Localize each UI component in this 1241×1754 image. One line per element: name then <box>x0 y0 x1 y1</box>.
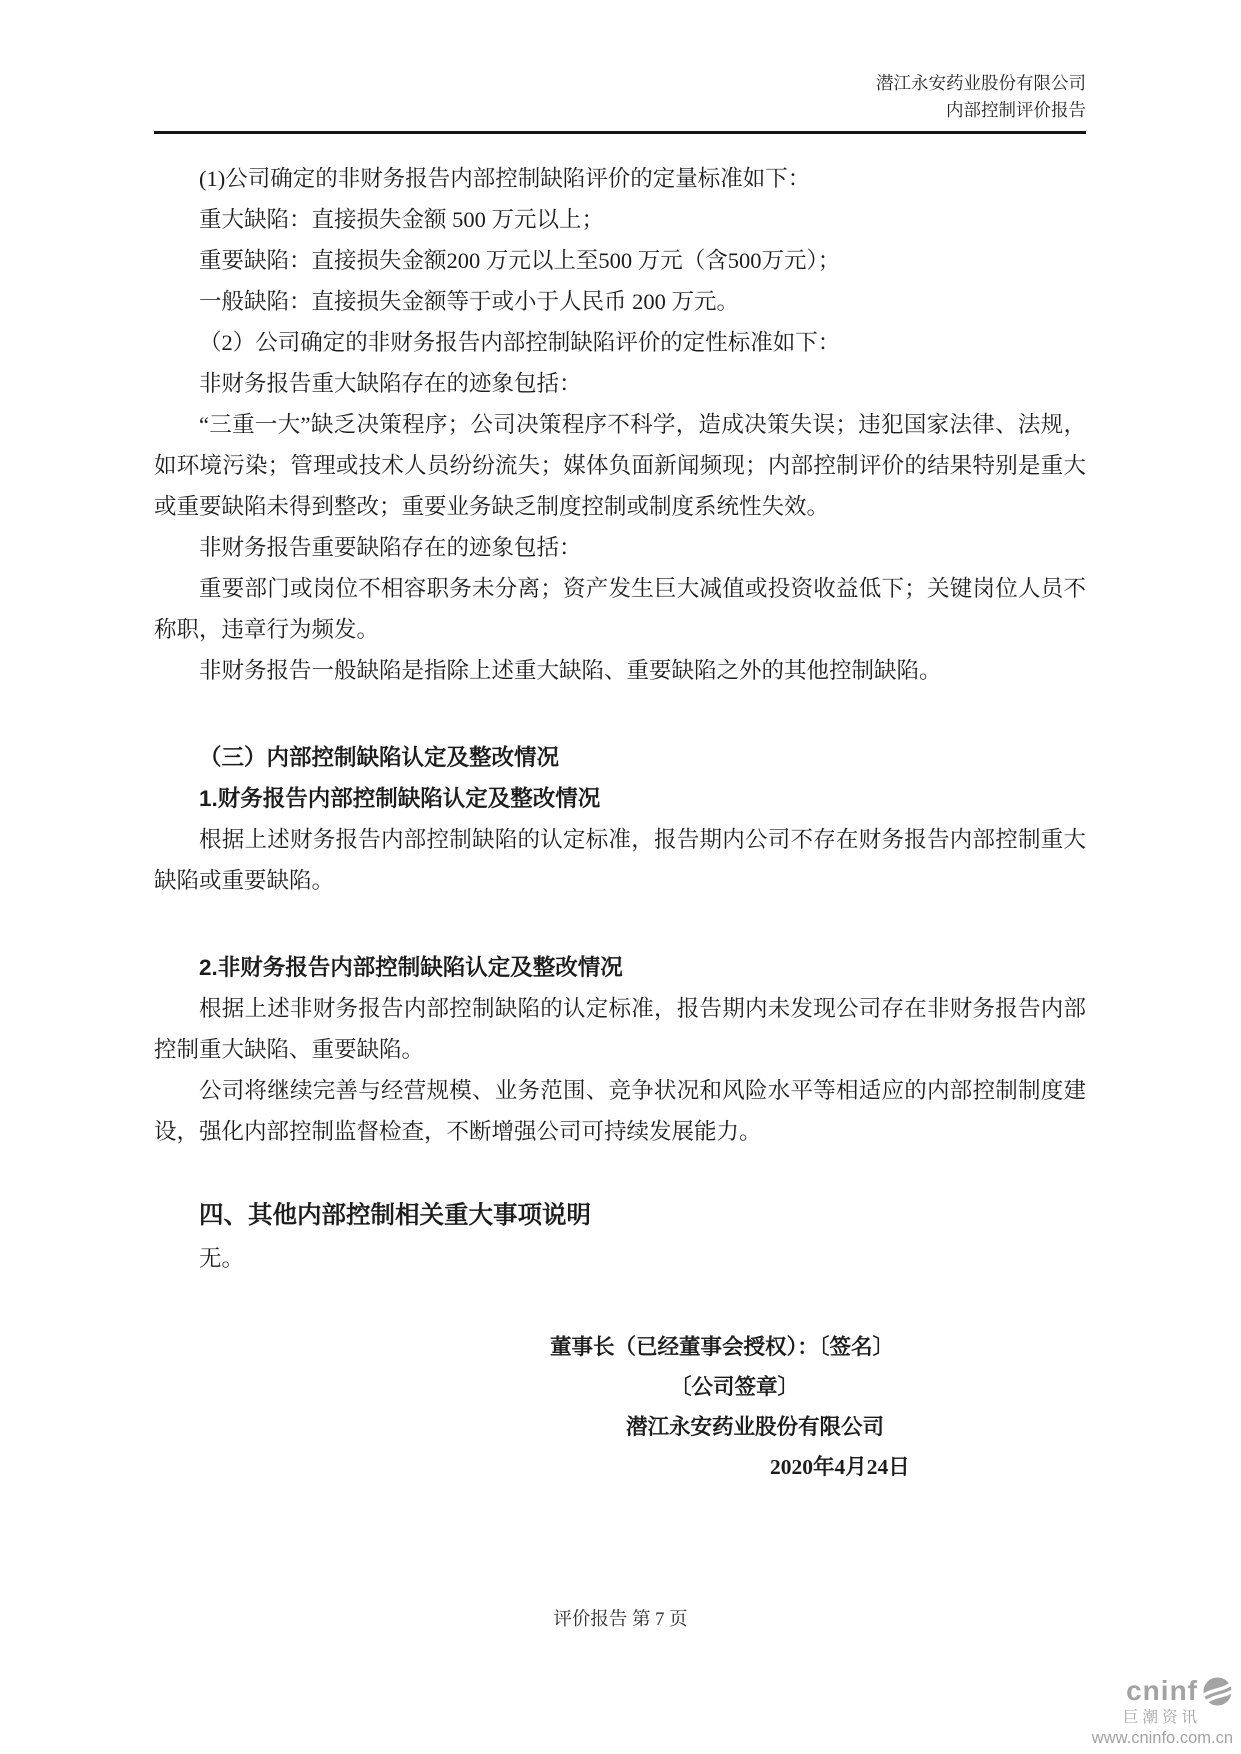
paragraph-major-signs: “三重一大”缺乏决策程序；公司决策程序不科学，造成决策失误；违犯国家法律、法规，如环境污染；管理或技术人员纷纷流失；媒体负面新闻频现；内部控制评价的结果特别是重大或重要缺陷未得到整改；重要业务缺乏制度控制或制度系统性失效。 <box>154 412 1086 519</box>
paragraph-important-signs-intro: 非财务报告重要缺陷存在的迹象包括： <box>199 535 582 560</box>
heading-nonfinancial-defects: 2.非财务报告内部控制缺陷认定及整改情况 <box>199 955 623 980</box>
signature-seal-line: 〔公司签章〕 <box>670 1375 800 1399</box>
page-header <box>0 0 1241 134</box>
signature-company-line: 潜江永安药业股份有限公司 <box>626 1415 885 1439</box>
paragraph-financial-conclusion: 根据上述财务报告内部控制缺陷的认定标准，报告期内公司不存在财务报告内部控制重大缺陷或重要缺陷。 <box>154 827 1086 893</box>
paragraph-general-definition: 非财务报告一般缺陷是指除上述重大缺陷、重要缺陷之外的其他控制缺陷。 <box>199 658 942 683</box>
signature-chairman-line: 董事长（已经董事会授权）：〔签名〕 <box>550 1335 895 1359</box>
paragraph-general-defect: 一般缺陷：直接损失金额等于或小于人民币 200 万元。 <box>199 289 740 314</box>
paragraph-important-defect: 重要缺陷：直接损失金额200 万元以上至500 万元（含500万元）； <box>199 248 841 273</box>
cninfo-chinese-name: 巨潮资讯 <box>1122 1709 1201 1726</box>
header-doc-title: 内部控制评价报告 <box>946 100 1086 120</box>
paragraph-quantitative-intro: (1)公司确定的非财务报告内部控制缺陷评价的定量标准如下： <box>199 166 811 191</box>
footer-page-label: 评价报告 第 7 页 <box>553 1610 688 1630</box>
heading-financial-defects: 1.财务报告内部控制缺陷认定及整改情况 <box>199 786 601 811</box>
paragraph-nonfinancial-conclusion: 根据上述非财务报告内部控制缺陷的认定标准，报告期内未发现公司存在非财务报告内部控制重大缺陷、重要缺陷。 <box>154 996 1086 1062</box>
cninfo-logo <box>1005 1676 1235 1747</box>
paragraph-major-signs-intro: 非财务报告重大缺陷存在的迹象包括： <box>199 371 582 396</box>
paragraph-improvement-plan: 公司将继续完善与经营规模、业务范围、竞争状况和风险水平等相适应的内部控制制度建设，强化内部控制监督检查，不断增强公司可持续发展能力。 <box>154 1078 1086 1144</box>
paragraph-qualitative-intro: （2）公司确定的非财务报告内部控制缺陷评价的定性标准如下： <box>199 330 841 355</box>
header-company-name: 潜江永安药业股份有限公司 <box>876 73 1086 93</box>
heading-section-3: （三）内部控制缺陷认定及整改情况 <box>199 745 560 770</box>
heading-section-4: 四、其他内部控制相关重大事项说明 <box>199 1202 591 1229</box>
cninfo-swirl-icon <box>1202 1676 1233 1707</box>
document-body <box>0 134 1241 1487</box>
cninfo-url: www.cninfo.com.cn <box>1091 1729 1233 1748</box>
signature-date-line: 2020年4月24日 <box>770 1455 910 1479</box>
paragraph-none: 无。 <box>199 1246 245 1271</box>
cninfo-brand-text: cninf <box>1126 1675 1198 1707</box>
signature-block <box>154 1327 1086 1487</box>
paragraph-major-defect: 重大缺陷：直接损失金额 500 万元以上； <box>199 207 605 232</box>
paragraph-important-signs: 重要部门或岗位不相容职务未分离；资产发生巨大减值或投资收益低下；关键岗位人员不称职，违章行为频发。 <box>154 576 1086 642</box>
